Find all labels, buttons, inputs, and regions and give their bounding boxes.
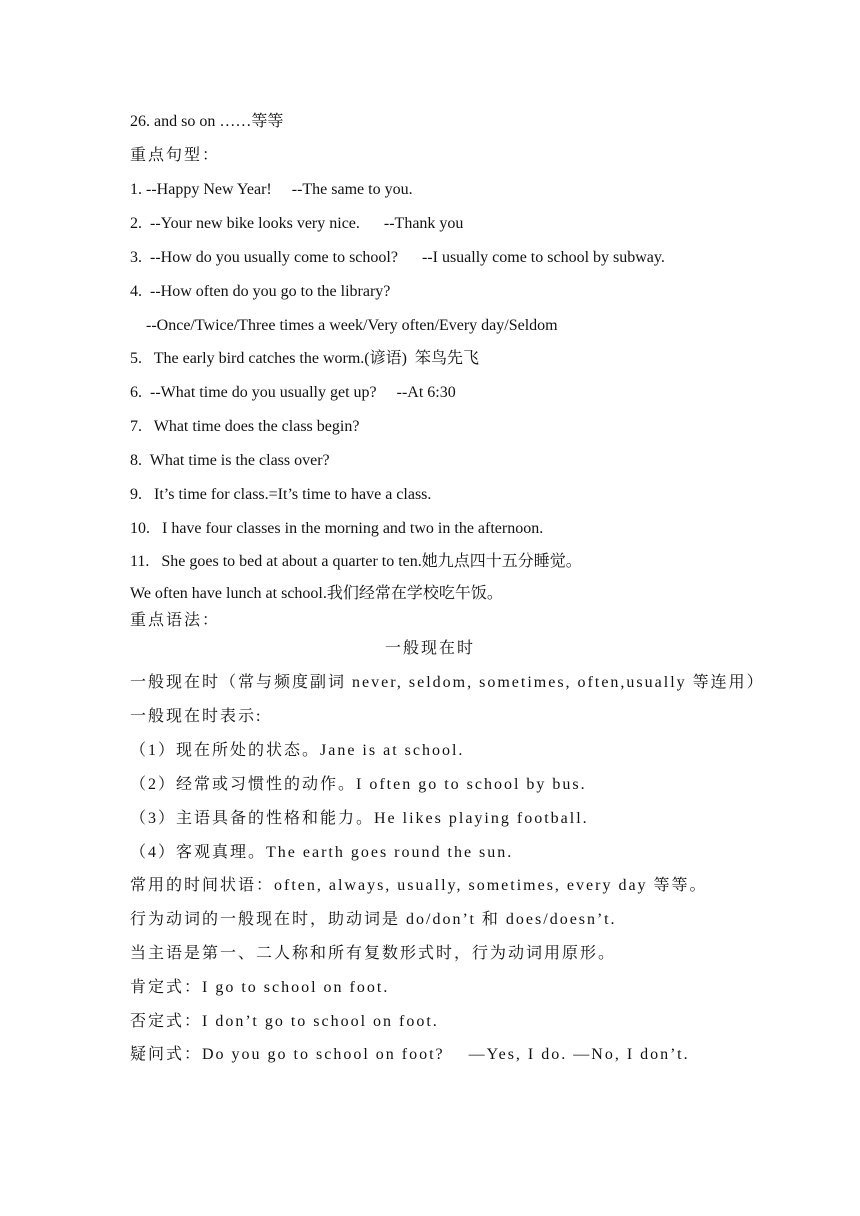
grammar-time-adverbials: 常用的时间状语：often, always, usually, sometimes, every day 等等。 (130, 877, 708, 894)
grammar-title: 一般现在时 (384, 640, 475, 657)
sentence-5: 5. The early bird catches the worm.(谚语) 笨鸟先飞 (130, 350, 479, 367)
grammar-line-1: 一般现在时（常与频度副词 never, seldom, sometimes, often,usually 等连用） (130, 674, 765, 691)
sentence-11: 11. She goes to bed at about a quarter to ten.她九点四十五分睡觉。 (130, 553, 582, 570)
grammar-usage-2: （2）经常或习惯性的动作。I often go to school by bus. (130, 776, 587, 793)
sentence-2: 2. --Your new bike looks very nice. --Thank you (130, 215, 464, 232)
vocab-item-26: 26. and so on ……等等 (130, 113, 284, 130)
grammar-line-2: 一般现在时表示: (130, 708, 263, 725)
grammar-interrogative: 疑问式：Do you go to school on foot? —Yes, I do. —No, I don’t. (130, 1046, 690, 1063)
grammar-affirmative: 肯定式：I go to school on foot. (130, 979, 390, 996)
sentence-7: 7. What time does the class begin? (130, 418, 360, 435)
sentence-1: 1. --Happy New Year! --The same to you. (130, 181, 413, 198)
grammar-negative: 否定式：I don’t go to school on foot. (130, 1013, 439, 1030)
sentence-9: 9. It’s time for class.=It’s time to have a class. (130, 486, 432, 503)
sentence-10: 10. I have four classes in the morning and two in the afternoon. (130, 520, 544, 537)
sentence-4: 4. --How often do you go to the library? (130, 283, 391, 300)
grammar-usage-4: （4）客观真理。The earth goes round the sun. (130, 844, 514, 861)
sentence-12: We often have lunch at school.我们经常在学校吃午饭。 (130, 585, 503, 602)
sentence-8: 8. What time is the class over? (130, 452, 330, 469)
grammar-usage-3: （3）主语具备的性格和能力。He likes playing football. (130, 810, 589, 827)
grammar-subject-rule: 当主语是第一、二人称和所有复数形式时，行为动词用原形。 (130, 945, 617, 962)
sentence-6: 6. --What time do you usually get up? --At 6:30 (130, 384, 456, 401)
grammar-auxiliary: 行为动词的一般现在时，助动词是 do/don’t 和 does/doesn’t. (130, 911, 617, 928)
sentence-3: 3. --How do you usually come to school? --I usually come to school by subway. (130, 249, 665, 266)
sentence-4-answer: --Once/Twice/Three times a week/Very often/Every day/Seldom (130, 317, 558, 334)
section-heading-grammar: 重点语法： (130, 612, 221, 629)
section-heading-sentences: 重点句型： (130, 147, 221, 164)
grammar-usage-1: （1）现在所处的状态。Jane is at school. (130, 742, 465, 759)
